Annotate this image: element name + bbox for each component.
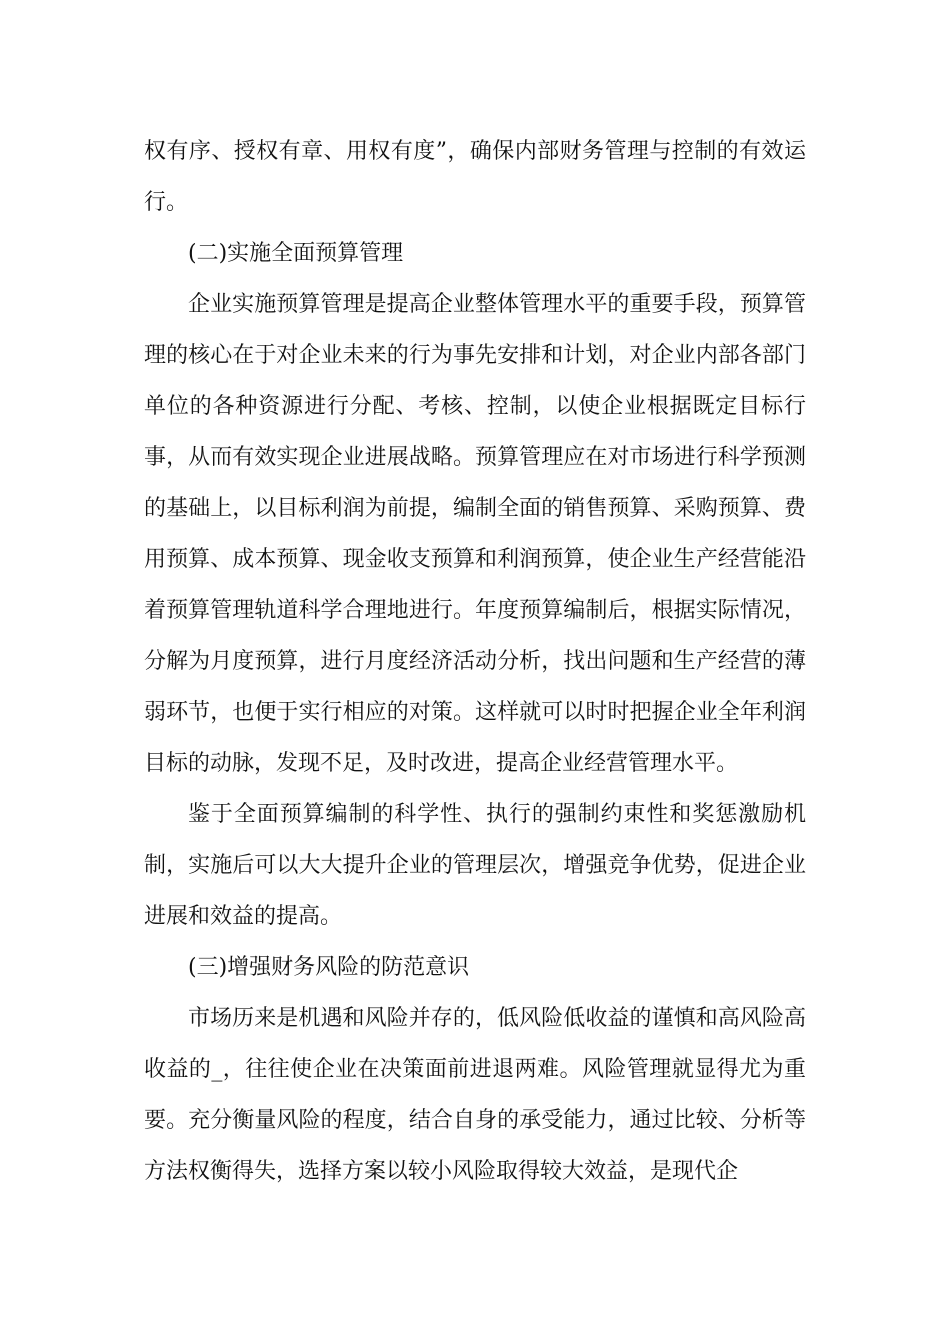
paragraph-budget-management: 企业实施预算管理是提高企业整体管理水平的重要手段，预算管理的核心在于对企业未来的行为事先安排和计划，对企业内部各部门单位的各种资源进行分配、考核、控制，以使企业根据既定目标行事，从而有效实现企业进展战略。预算管理应在对市场进行科学预测的基础上，以目标利润为前提，编制全面的销售预算、采购预算、费用预算、成本预算、现金收支预算和利润预算，使企业生产经营能沿着预算管理轨道科学合理地进行。年度预算编制后，根据实际情况，分解为月度预算，进行月度经济活动分析，找出问题和生产经营的薄弱环节，也便于实行相应的对策。这样就可以时时把握企业全年利润目标的动脉，发现不足，及时改进，提高企业经营管理水平。 — [144, 292, 806, 776]
paragraph-budget-benefits: 鉴于全面预算编制的科学性、执行的强制约束性和奖惩激励机制，实施后可以大大提升企业的管理层次，增强竞争优势，促进企业进展和效益的提高。 — [144, 802, 806, 929]
document-page — [144, 126, 806, 1197]
paragraph-risk-awareness: 市场历来是机遇和风险并存的，低风险低收益的谨慎和高风险高收益的_，往往使企业在决策面前进退两难。风险管理就显得尤为重要。充分衡量风险的程度，结合自身的承受能力，通过比较、分析等方法权衡得失，选择方案以较小风险取得较大效益，是现代企 — [144, 1006, 806, 1184]
section-heading-risk: (三)增强财务风险的防范意识 — [188, 955, 470, 980]
paragraph-continuation: 权有序、授权有章、用权有度”，确保内部财务管理与控制的有效运行。 — [144, 139, 806, 215]
section-heading-budget: (二)实施全面预算管理 — [188, 241, 404, 266]
